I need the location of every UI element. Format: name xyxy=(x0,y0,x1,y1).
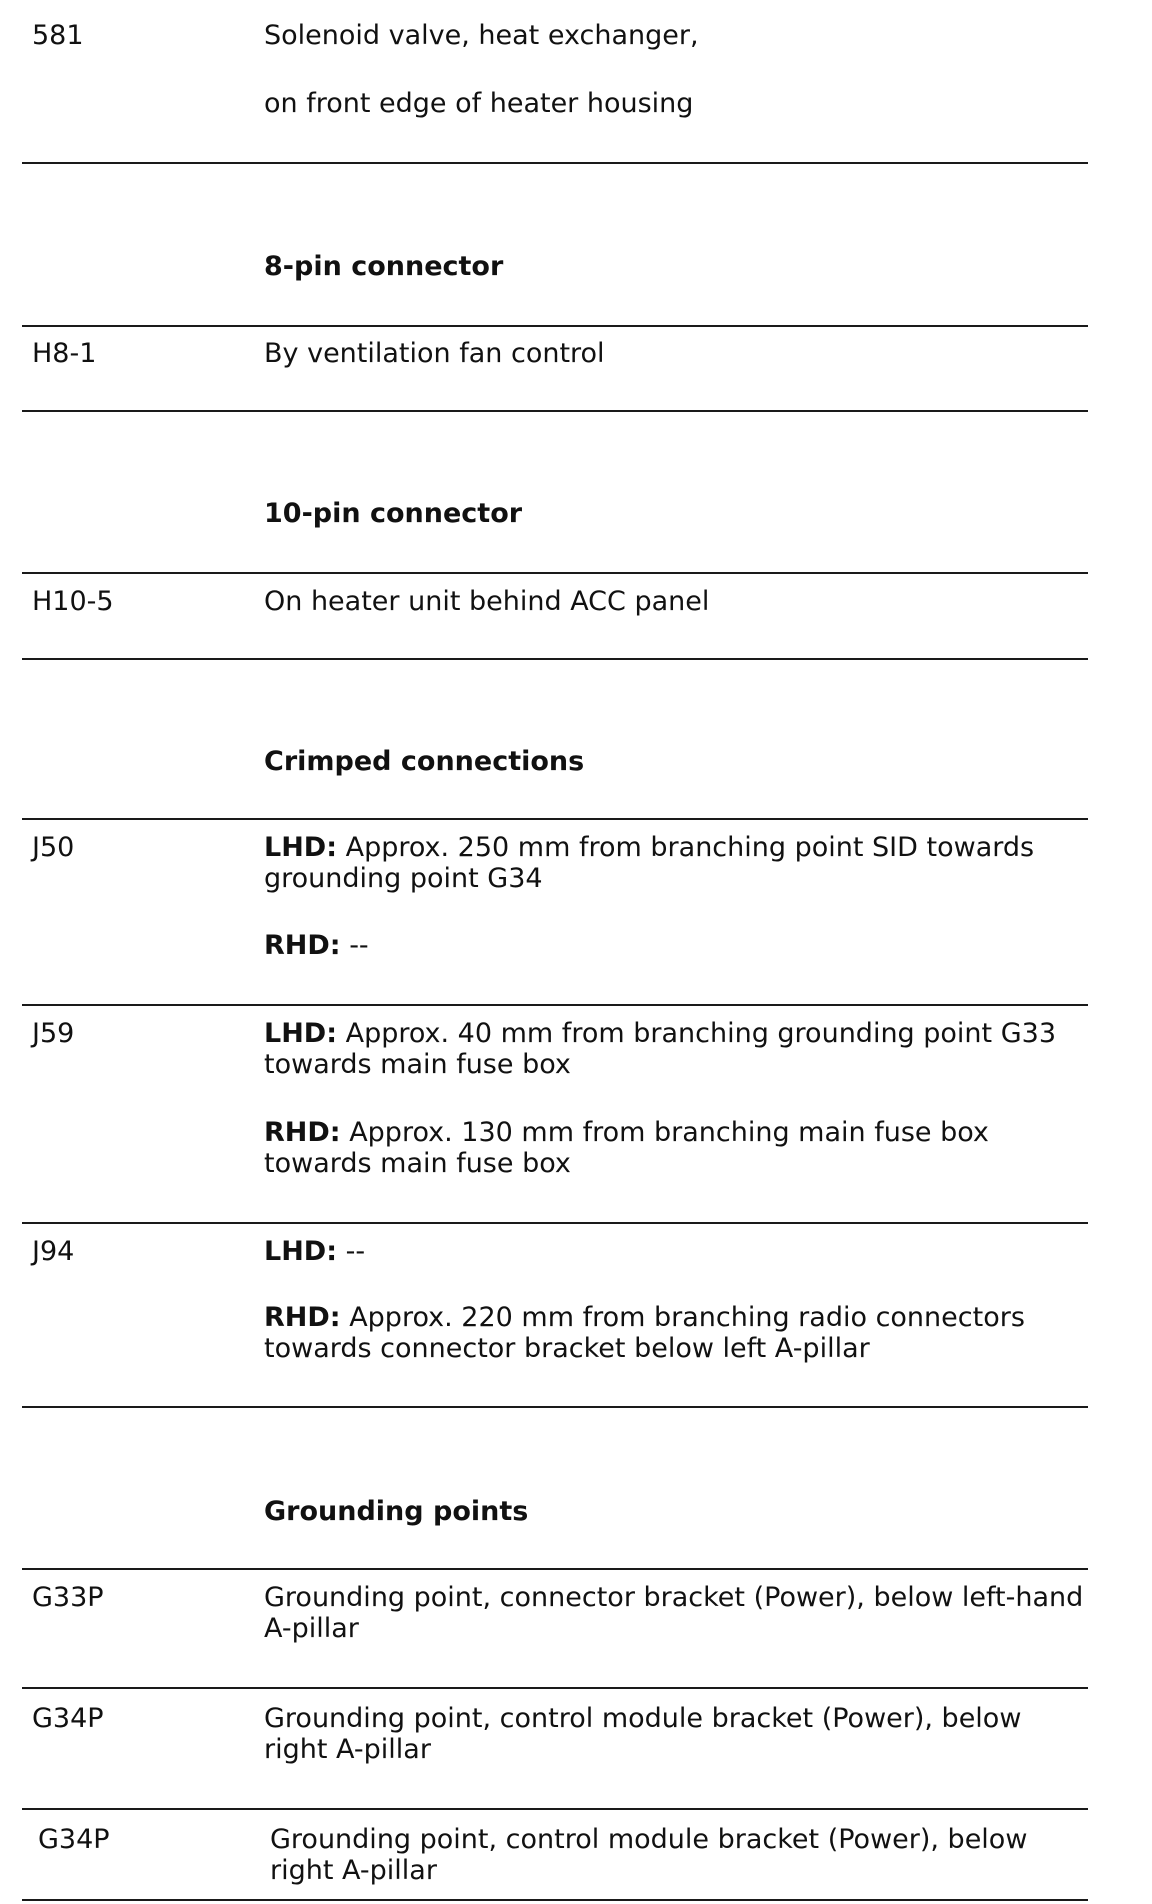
section-heading-8-pin: 8-pin connector xyxy=(264,251,504,282)
divider xyxy=(22,572,1088,574)
section-heading-grounding: Grounding points xyxy=(264,1496,529,1527)
rhd-label: RHD: xyxy=(264,1302,341,1333)
row-code-j50: J50 xyxy=(32,832,75,863)
lhd-label: LHD: xyxy=(264,1018,338,1049)
divider xyxy=(22,818,1088,820)
row-code-g34p: G34P xyxy=(32,1703,104,1734)
row-code-h10-5: H10-5 xyxy=(32,586,114,617)
row-desc-h10-5: On heater unit behind ACC panel xyxy=(264,586,710,617)
row-code-j59: J59 xyxy=(32,1018,75,1049)
divider xyxy=(22,1687,1088,1689)
row-desc-j59-lhd xyxy=(264,1018,1084,1080)
divider xyxy=(22,658,1088,660)
row-desc-g33p: Grounding point, connector bracket (Power), below left-hand A-pillar xyxy=(264,1582,1084,1644)
row-desc-g34p: Grounding point, control module bracket (Power), below right A-pillar xyxy=(270,1824,1028,1886)
rhd-label: RHD: xyxy=(264,930,341,961)
row-desc-g34p: Grounding point, control module bracket (Power), below right A-pillar xyxy=(264,1703,1022,1765)
row-desc-j50-lhd xyxy=(264,832,1084,894)
row-desc-581-line2: on front edge of heater housing xyxy=(264,88,694,119)
divider xyxy=(22,1568,1088,1570)
divider xyxy=(22,325,1088,327)
row-desc-j94-rhd xyxy=(264,1302,1084,1364)
divider xyxy=(22,1222,1088,1224)
lhd-text: Approx. 40 mm from branching grounding point G33 towards main fuse box xyxy=(264,1018,1056,1080)
divider xyxy=(22,1808,1088,1810)
divider xyxy=(22,1406,1088,1408)
rhd-text: -- xyxy=(340,930,369,961)
row-desc-j94-lhd xyxy=(264,1236,1084,1267)
row-code-g33p: G33P xyxy=(32,1582,104,1613)
row-desc-j59-rhd xyxy=(264,1117,1084,1179)
row-code-h8-1: H8-1 xyxy=(32,338,97,369)
rhd-label: RHD: xyxy=(264,1117,341,1148)
divider xyxy=(22,162,1088,164)
rhd-text: Approx. 130 mm from branching main fuse box towards main fuse box xyxy=(264,1117,989,1179)
lhd-label: LHD: xyxy=(264,832,338,863)
row-desc-581-line1: Solenoid valve, heat exchanger, xyxy=(264,20,699,51)
divider xyxy=(22,1899,1088,1901)
section-heading-crimped: Crimped connections xyxy=(264,746,585,777)
lhd-text: Approx. 250 mm from branching point SID towards grounding point G34 xyxy=(264,832,1035,894)
divider xyxy=(22,410,1088,412)
section-heading-10-pin: 10-pin connector xyxy=(264,498,523,529)
lhd-label: LHD: xyxy=(264,1236,338,1267)
row-desc-h8-1: By ventilation fan control xyxy=(264,338,605,369)
row-desc-j50-rhd xyxy=(264,930,1084,961)
row-code-g34p: G34P xyxy=(38,1824,110,1855)
divider xyxy=(22,1004,1088,1006)
row-code-j94: J94 xyxy=(32,1236,75,1267)
lhd-text: -- xyxy=(337,1236,366,1267)
rhd-text: Approx. 220 mm from branching radio connectors towards connector bracket below left A-pillar xyxy=(264,1302,1025,1364)
row-code-581: 581 xyxy=(32,20,84,51)
